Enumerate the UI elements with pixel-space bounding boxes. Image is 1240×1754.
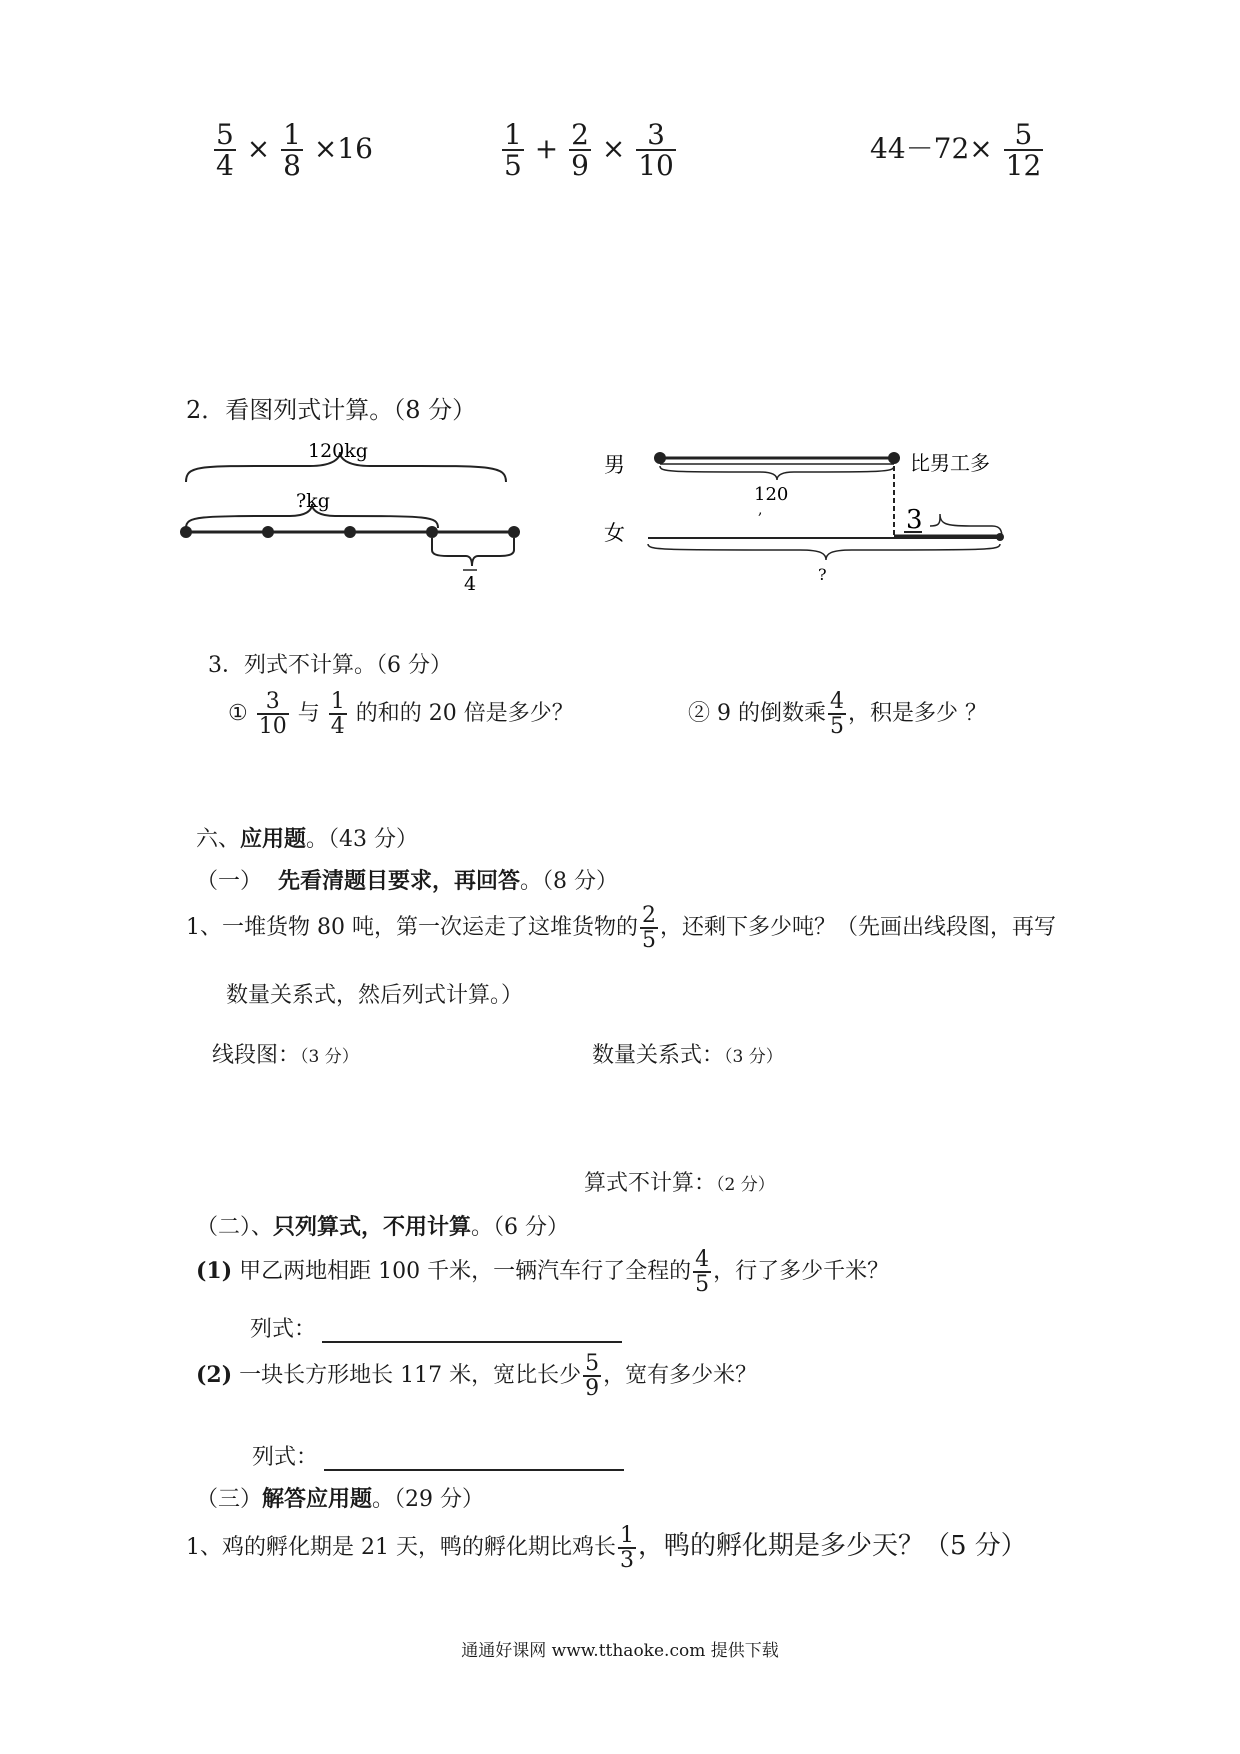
frac-den: 5: [829, 714, 844, 740]
q3-heading: 3．列式不计算。（6 分）: [208, 653, 452, 678]
formula-points: （2 分）: [716, 1175, 775, 1195]
sec6-heading: [196, 822, 418, 853]
tick-mark: ,: [758, 502, 763, 518]
operator: +: [534, 131, 559, 165]
label-post: 。（29 分）: [372, 1487, 485, 1512]
q3-item-1: [228, 690, 574, 738]
part1-q1-line2: 数量关系式，然后列式计算。）: [226, 983, 524, 1008]
frac-num: 3: [636, 120, 676, 151]
label-post: 。（6 分）: [471, 1215, 570, 1240]
answer-line-1: [250, 1312, 622, 1343]
q2-left-diagram: [170, 430, 540, 610]
part2-q1: [196, 1248, 889, 1296]
frac-num: 4: [695, 1247, 710, 1272]
q-text: 1、一堆货物 80 吨，第一次运走了这堆货物的: [186, 915, 638, 941]
q-text-post: ，行了多少千米？: [713, 1259, 890, 1285]
segment-diagram-label: [212, 1038, 359, 1069]
part2-q2: [196, 1352, 757, 1400]
q-text: 1、鸡的孵化期是 21 天，鸭的孵化期比鸡长: [186, 1535, 616, 1561]
right-frac-num: 3: [906, 505, 923, 535]
q-text-post: ，宽有多少米？: [603, 1363, 758, 1389]
answer-label: 列式：: [252, 1445, 319, 1470]
label-bold: 先看清题目要求，再回答: [278, 868, 521, 894]
heading-post: 。（43 分）: [306, 827, 419, 852]
female-label: 女: [604, 521, 625, 545]
answer-label: 列式：: [250, 1317, 317, 1342]
seg-label: 线段图：: [212, 1043, 301, 1068]
label-pre: （三）: [196, 1487, 263, 1512]
answer-field-2[interactable]: [324, 1447, 624, 1471]
part1-q1-line1: [186, 904, 1056, 952]
frac-num: 1: [283, 118, 301, 151]
frac-den: 9: [571, 149, 589, 183]
operator-tail: ×16: [313, 131, 373, 165]
q-number: (1): [196, 1258, 233, 1285]
calc-expr-1: [212, 120, 373, 181]
frac-num: 2: [571, 118, 589, 151]
operator: ×: [246, 131, 271, 165]
frac-num: 1: [504, 118, 522, 151]
q2-heading: 2．看图列式计算。（8 分）: [186, 396, 477, 424]
answer-field-1[interactable]: [322, 1319, 622, 1343]
frac-den: 3: [619, 1548, 634, 1574]
formula-text: 算式不计算：: [584, 1171, 717, 1196]
frac-den: 10: [258, 714, 287, 740]
frac-num: 5: [585, 1351, 600, 1376]
part3-q1: [186, 1524, 1027, 1572]
conjunction: 与: [297, 701, 320, 727]
frac-den: 4: [330, 714, 345, 740]
item-marker: ①: [228, 701, 248, 727]
frac-num: 4: [829, 689, 844, 714]
footer-text: 通通好课网 www.tthaoke.com 提供下载: [461, 1641, 779, 1661]
q3-item-2: [688, 690, 987, 738]
frac-den: 12: [1005, 149, 1042, 183]
frac-den: 5: [641, 928, 656, 954]
value-label: 120: [754, 484, 789, 505]
seg-points: （3 分）: [300, 1047, 359, 1067]
rel-label: 数量关系式：: [592, 1043, 725, 1068]
label-bold: 只列算式，不用计算: [273, 1214, 472, 1240]
q-text: 甲乙两地相距 100 千米，一辆汽车行了全程的: [239, 1259, 692, 1285]
rel-points: （3 分）: [724, 1047, 783, 1067]
frac-num: 2: [641, 903, 656, 928]
left-total-label: 120kg: [308, 440, 368, 462]
frac-den: 10: [638, 149, 674, 183]
calc-expr-3: [870, 120, 1045, 181]
heading-bold: 应用题: [240, 826, 307, 852]
frac-den: 8: [283, 149, 301, 183]
answer-line-2: [252, 1440, 624, 1471]
formula-label: [584, 1166, 775, 1197]
male-label: 男: [604, 453, 625, 477]
operator: ×: [601, 131, 626, 165]
label-bold: 解答应用题: [262, 1486, 373, 1512]
part2-label: [196, 1210, 569, 1241]
item-text: ② 9 的倒数乘: [688, 701, 826, 727]
frac-num: 5: [216, 118, 234, 151]
note-label: 比男工多: [910, 451, 990, 475]
part3-label: [196, 1482, 484, 1513]
left-unknown-label: ?kg: [296, 490, 330, 512]
q2-right-diagram: [600, 440, 1020, 600]
heading-pre: 六、: [196, 827, 241, 852]
operator-head: 44－72×: [870, 131, 993, 165]
part1-label: [196, 864, 618, 895]
item-text: 的和的 20 倍是多少？: [355, 701, 574, 727]
q-text-post: ，鸭的孵化期是多少天？（5 分）: [637, 1531, 1027, 1562]
frac-num: 3: [257, 690, 289, 715]
frac-num: 1: [619, 1523, 634, 1548]
q-number: (2): [196, 1362, 233, 1389]
label-pre: （二）、: [196, 1215, 274, 1240]
relation-label: [592, 1038, 783, 1069]
label-post: 。（8 分）: [520, 869, 619, 894]
right-unknown-label: ?: [818, 565, 827, 584]
frac-num: 5: [1004, 120, 1044, 151]
item-text-suffix: ，积是多少 ？: [847, 701, 987, 727]
q-text-post: ，还剩下多少吨？（先画出线段图，再写: [659, 915, 1056, 941]
frac-num: 1: [330, 689, 345, 714]
label-pre: （一）: [196, 869, 263, 894]
frac-den: 9: [585, 1376, 600, 1402]
frac-den: 5: [504, 149, 522, 183]
frac-den: 4: [216, 149, 234, 183]
frac-den: 5: [695, 1272, 710, 1298]
q-text: 一块长方形地长 117 米，宽比长少: [239, 1363, 582, 1389]
left-frac-den: 4: [464, 573, 477, 595]
calc-expr-2: [500, 120, 678, 181]
